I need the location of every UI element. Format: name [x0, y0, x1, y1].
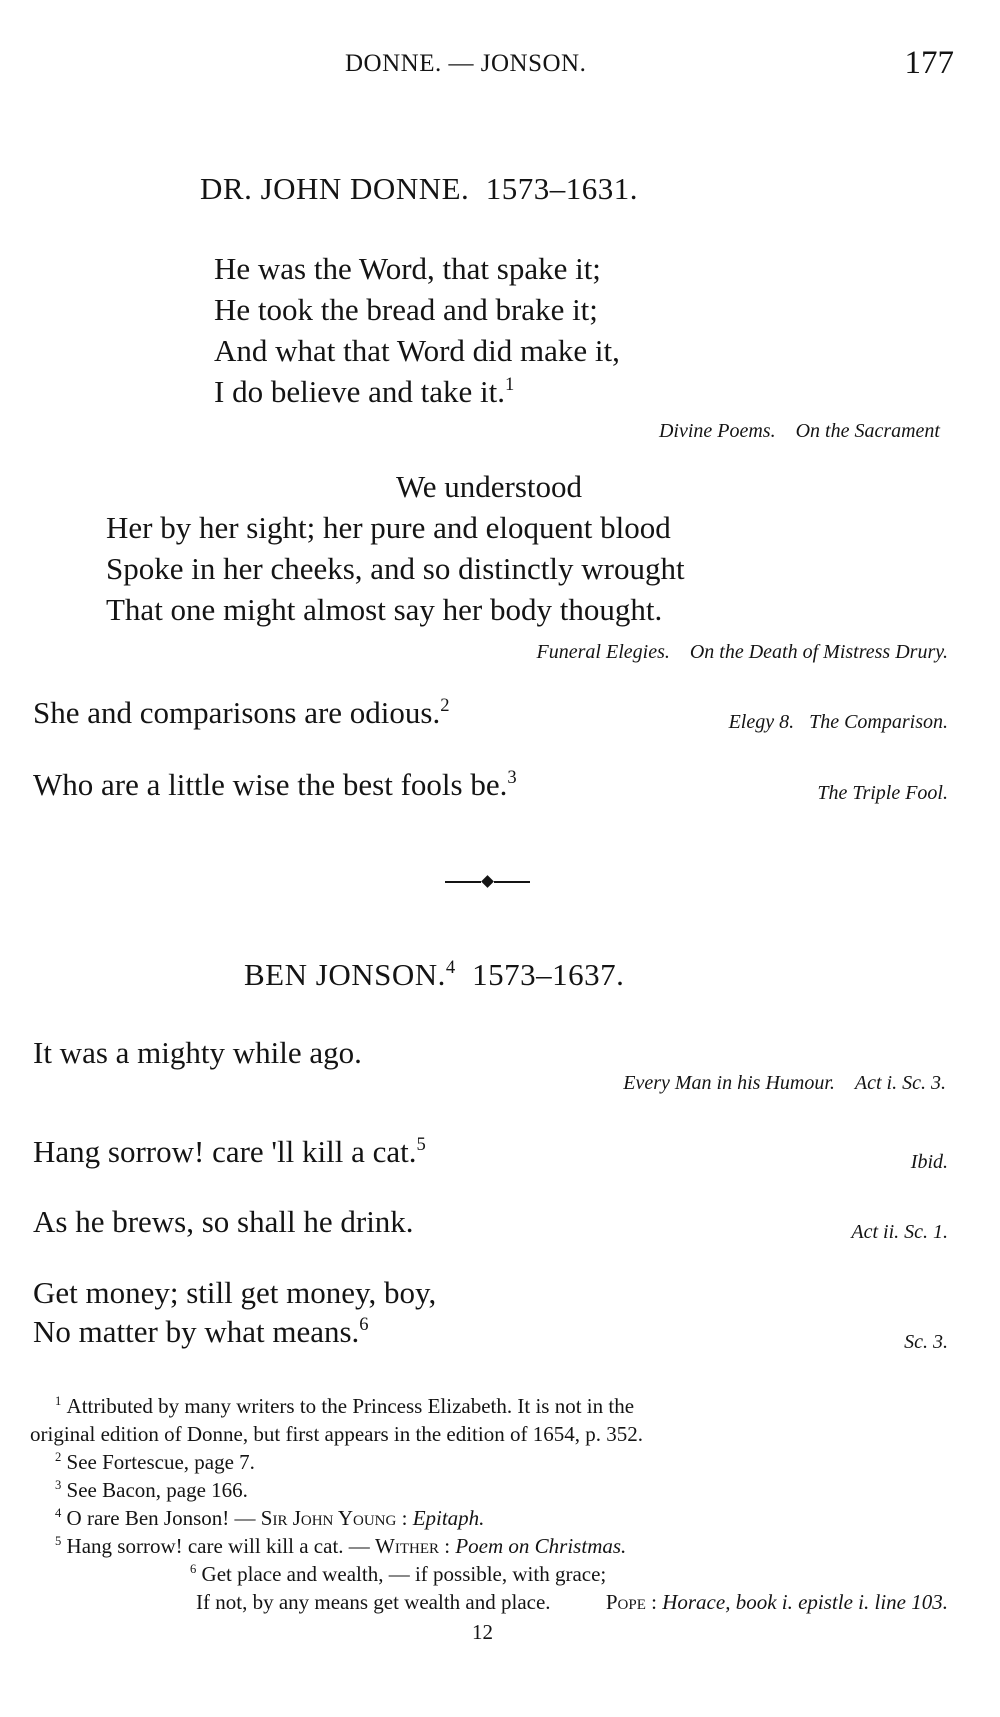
donne-quote-triple-fool: Who are a little wise the best fools be.$^3$: [33, 766, 517, 802]
footnote-1: $^1$ Attributed by many writers to the Princess Elizabeth. It is not in the: [55, 1393, 635, 1418]
jonson-quote-mighty-while: It was a mighty while ago.: [33, 1035, 362, 1070]
footnote-ref: 3: [507, 766, 517, 788]
verse-line: Spoke in her cheeks, and so distinctly wrought: [106, 551, 685, 586]
verse-line: I do believe and take it.$^1$: [214, 373, 515, 409]
running-title: DONNE. — JONSON.: [345, 50, 587, 77]
jonson-quote-brews: As he brews, so shall he drink.: [33, 1204, 414, 1239]
donne-source-comparison: Elegy 8. The Comparison.: [728, 711, 948, 733]
footnote-6-attribution: Pope : Horace, book i. epistle i. line 103.: [605, 1590, 948, 1614]
donne-source-sacrament: Divine Poems. On the Sacrament: [658, 420, 940, 442]
donne-section-heading: [200, 171, 638, 207]
divider-rule: [445, 881, 481, 883]
footnote-ref: 2: [440, 694, 450, 716]
jonson-quote-get-money: [33, 1273, 436, 1351]
verse-line: He took the bread and brake it;: [214, 292, 598, 327]
signature-mark: 12: [472, 1620, 493, 1644]
donne-heading: DR. JOHN DONNE.: [200, 171, 470, 206]
jonson-source-sc3: Sc. 3.: [904, 1331, 948, 1353]
donne-quote-drury: [106, 466, 685, 630]
footnote-6: $^6$ Get place and wealth, — if possible, with grace;: [190, 1561, 607, 1586]
footnote-ref: 4: [445, 956, 456, 978]
verse-line: And what that Word did make it,: [214, 333, 620, 368]
section-divider-ornament: [445, 877, 530, 886]
footnote-5: $^5$ Hang sorrow! care will kill a cat. — Wither : Poem on Christmas.: [55, 1533, 627, 1558]
footnote-4: $^4$ O rare Ben Jonson! — Sir John Young : Epitaph.: [55, 1505, 485, 1530]
verse-line: We understood: [396, 469, 583, 504]
jonson-heading: BEN JONSON.: [244, 957, 446, 992]
divider-rule: [494, 881, 530, 883]
jonson-source-ibid: Ibid.: [910, 1151, 948, 1173]
footnote-ref: 6: [359, 1313, 369, 1335]
footnote-ref: 5: [416, 1133, 426, 1155]
footnote-ref: 1: [504, 373, 515, 395]
donne-dates: 1573–1631.: [485, 171, 639, 206]
jonson-dates: 1573–1637.: [472, 957, 625, 992]
verse-line: Her by her sight; her pure and eloquent blood: [106, 510, 671, 545]
footnote-2: $^2$ See Fortescue, page 7.: [55, 1449, 255, 1474]
footnotes: [30, 1392, 643, 1616]
donne-quote-sacrament: [214, 248, 620, 412]
jonson-quote-hang-sorrow: Hang sorrow! care 'll kill a cat.$^5$: [33, 1133, 426, 1169]
footnote-1-continued: original edition of Donne, but first appears in the edition of 1654, p. 352.: [30, 1422, 643, 1446]
page-number: 177: [904, 45, 954, 81]
verse-line: That one might almost say her body thought.: [106, 592, 663, 627]
footnote-6-continued: If not, by any means get wealth and place.: [196, 1590, 551, 1614]
donne-source-drury: Funeral Elegies. On the Death of Mistress Drury.: [536, 641, 948, 663]
footnote-3: $^3$ See Bacon, page 166.: [55, 1477, 248, 1502]
donne-quote-comparison: She and comparisons are odious.$^2$: [33, 694, 450, 730]
donne-source-triple-fool: The Triple Fool.: [817, 782, 948, 804]
jonson-source-act-ii: Act ii. Sc. 1.: [851, 1221, 948, 1243]
diamond-icon: [481, 875, 494, 888]
verse-line: No matter by what means.$^6$: [33, 1313, 369, 1349]
verse-line: He was the Word, that spake it;: [214, 251, 601, 286]
jonson-section-heading: [244, 957, 624, 993]
jonson-source-every-man: Every Man in his Humour. Act i. Sc. 3.: [623, 1072, 946, 1094]
verse-line: Get money; still get money, boy,: [33, 1275, 437, 1310]
